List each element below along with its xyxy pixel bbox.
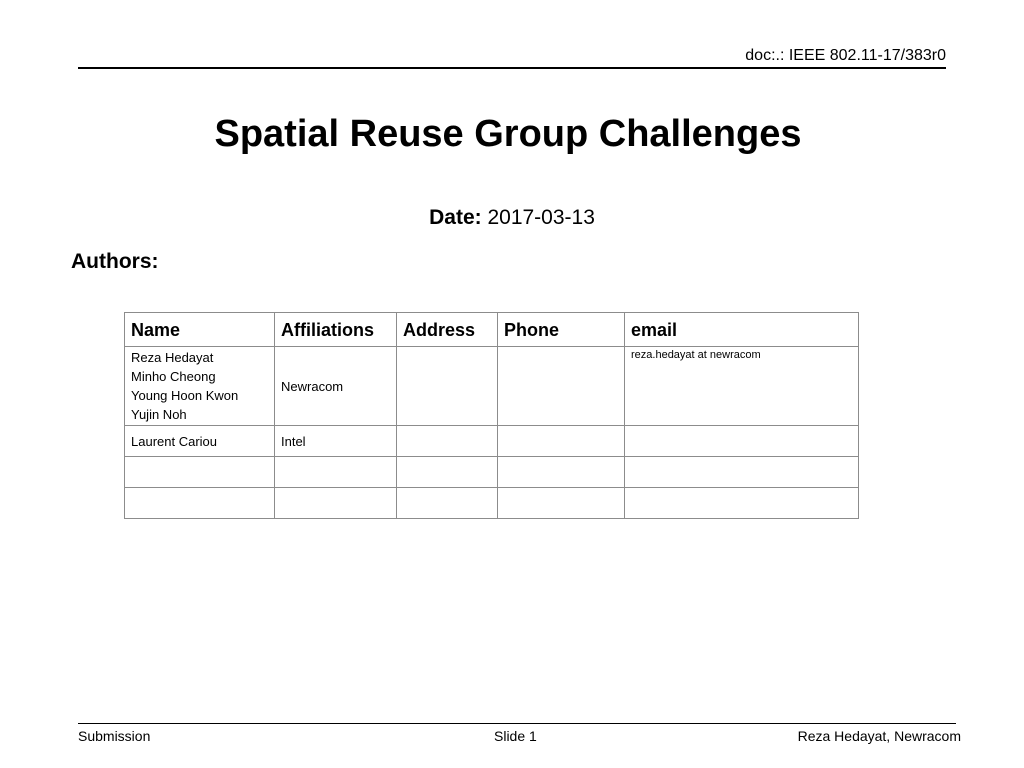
column-header-name: Name bbox=[125, 313, 275, 347]
column-header-affiliations: Affiliations bbox=[275, 313, 397, 347]
phone-cell bbox=[498, 426, 625, 457]
address-cell bbox=[397, 457, 498, 488]
affiliation-cell bbox=[275, 488, 397, 519]
phone-cell bbox=[498, 488, 625, 519]
date-label: Date: bbox=[429, 206, 482, 229]
header-divider bbox=[78, 67, 946, 69]
footer-slide-number: Slide 1 bbox=[494, 728, 537, 744]
table-row bbox=[125, 457, 859, 488]
author-name: Laurent Cariou bbox=[131, 433, 217, 449]
email-cell bbox=[625, 426, 859, 457]
address-cell bbox=[397, 347, 498, 426]
authors-table bbox=[124, 312, 859, 519]
slide-title: Spatial Reuse Group Challenges bbox=[214, 113, 802, 155]
author-name: Yujin Noh bbox=[131, 407, 187, 422]
affiliation-cell: Intel bbox=[275, 426, 397, 457]
table-row bbox=[125, 347, 859, 426]
table-row bbox=[125, 488, 859, 519]
footer-submission: Submission bbox=[78, 728, 151, 744]
footer-divider bbox=[78, 723, 956, 724]
email-cell bbox=[625, 488, 859, 519]
footer-author: Reza Hedayat, Newracom bbox=[797, 728, 961, 744]
table-row bbox=[125, 426, 859, 457]
date-value: 2017-03-13 bbox=[487, 206, 595, 229]
author-names-cell bbox=[125, 347, 275, 426]
address-cell bbox=[397, 488, 498, 519]
phone-cell bbox=[498, 347, 625, 426]
author-name: Reza Hedayat bbox=[131, 350, 214, 365]
table-header-row bbox=[125, 313, 859, 347]
author-name: Young Hoon Kwon bbox=[131, 388, 239, 403]
author-names-cell bbox=[125, 457, 275, 488]
document-id: doc:.: IEEE 802.11-17/383r0 bbox=[745, 47, 946, 64]
column-header-address: Address bbox=[397, 313, 498, 347]
affiliation-cell: Newracom bbox=[275, 347, 397, 426]
column-header-email: email bbox=[625, 313, 859, 347]
author-name: Minho Cheong bbox=[131, 369, 216, 384]
author-names-cell bbox=[125, 488, 275, 519]
author-names-cell bbox=[125, 426, 275, 457]
address-cell bbox=[397, 426, 498, 457]
authors-label: Authors: bbox=[71, 250, 159, 273]
column-header-phone: Phone bbox=[498, 313, 625, 347]
affiliation-cell bbox=[275, 457, 397, 488]
email-cell bbox=[625, 457, 859, 488]
date-line bbox=[0, 206, 1024, 230]
email-cell: reza.hedayat at newracom bbox=[625, 347, 859, 426]
phone-cell bbox=[498, 457, 625, 488]
